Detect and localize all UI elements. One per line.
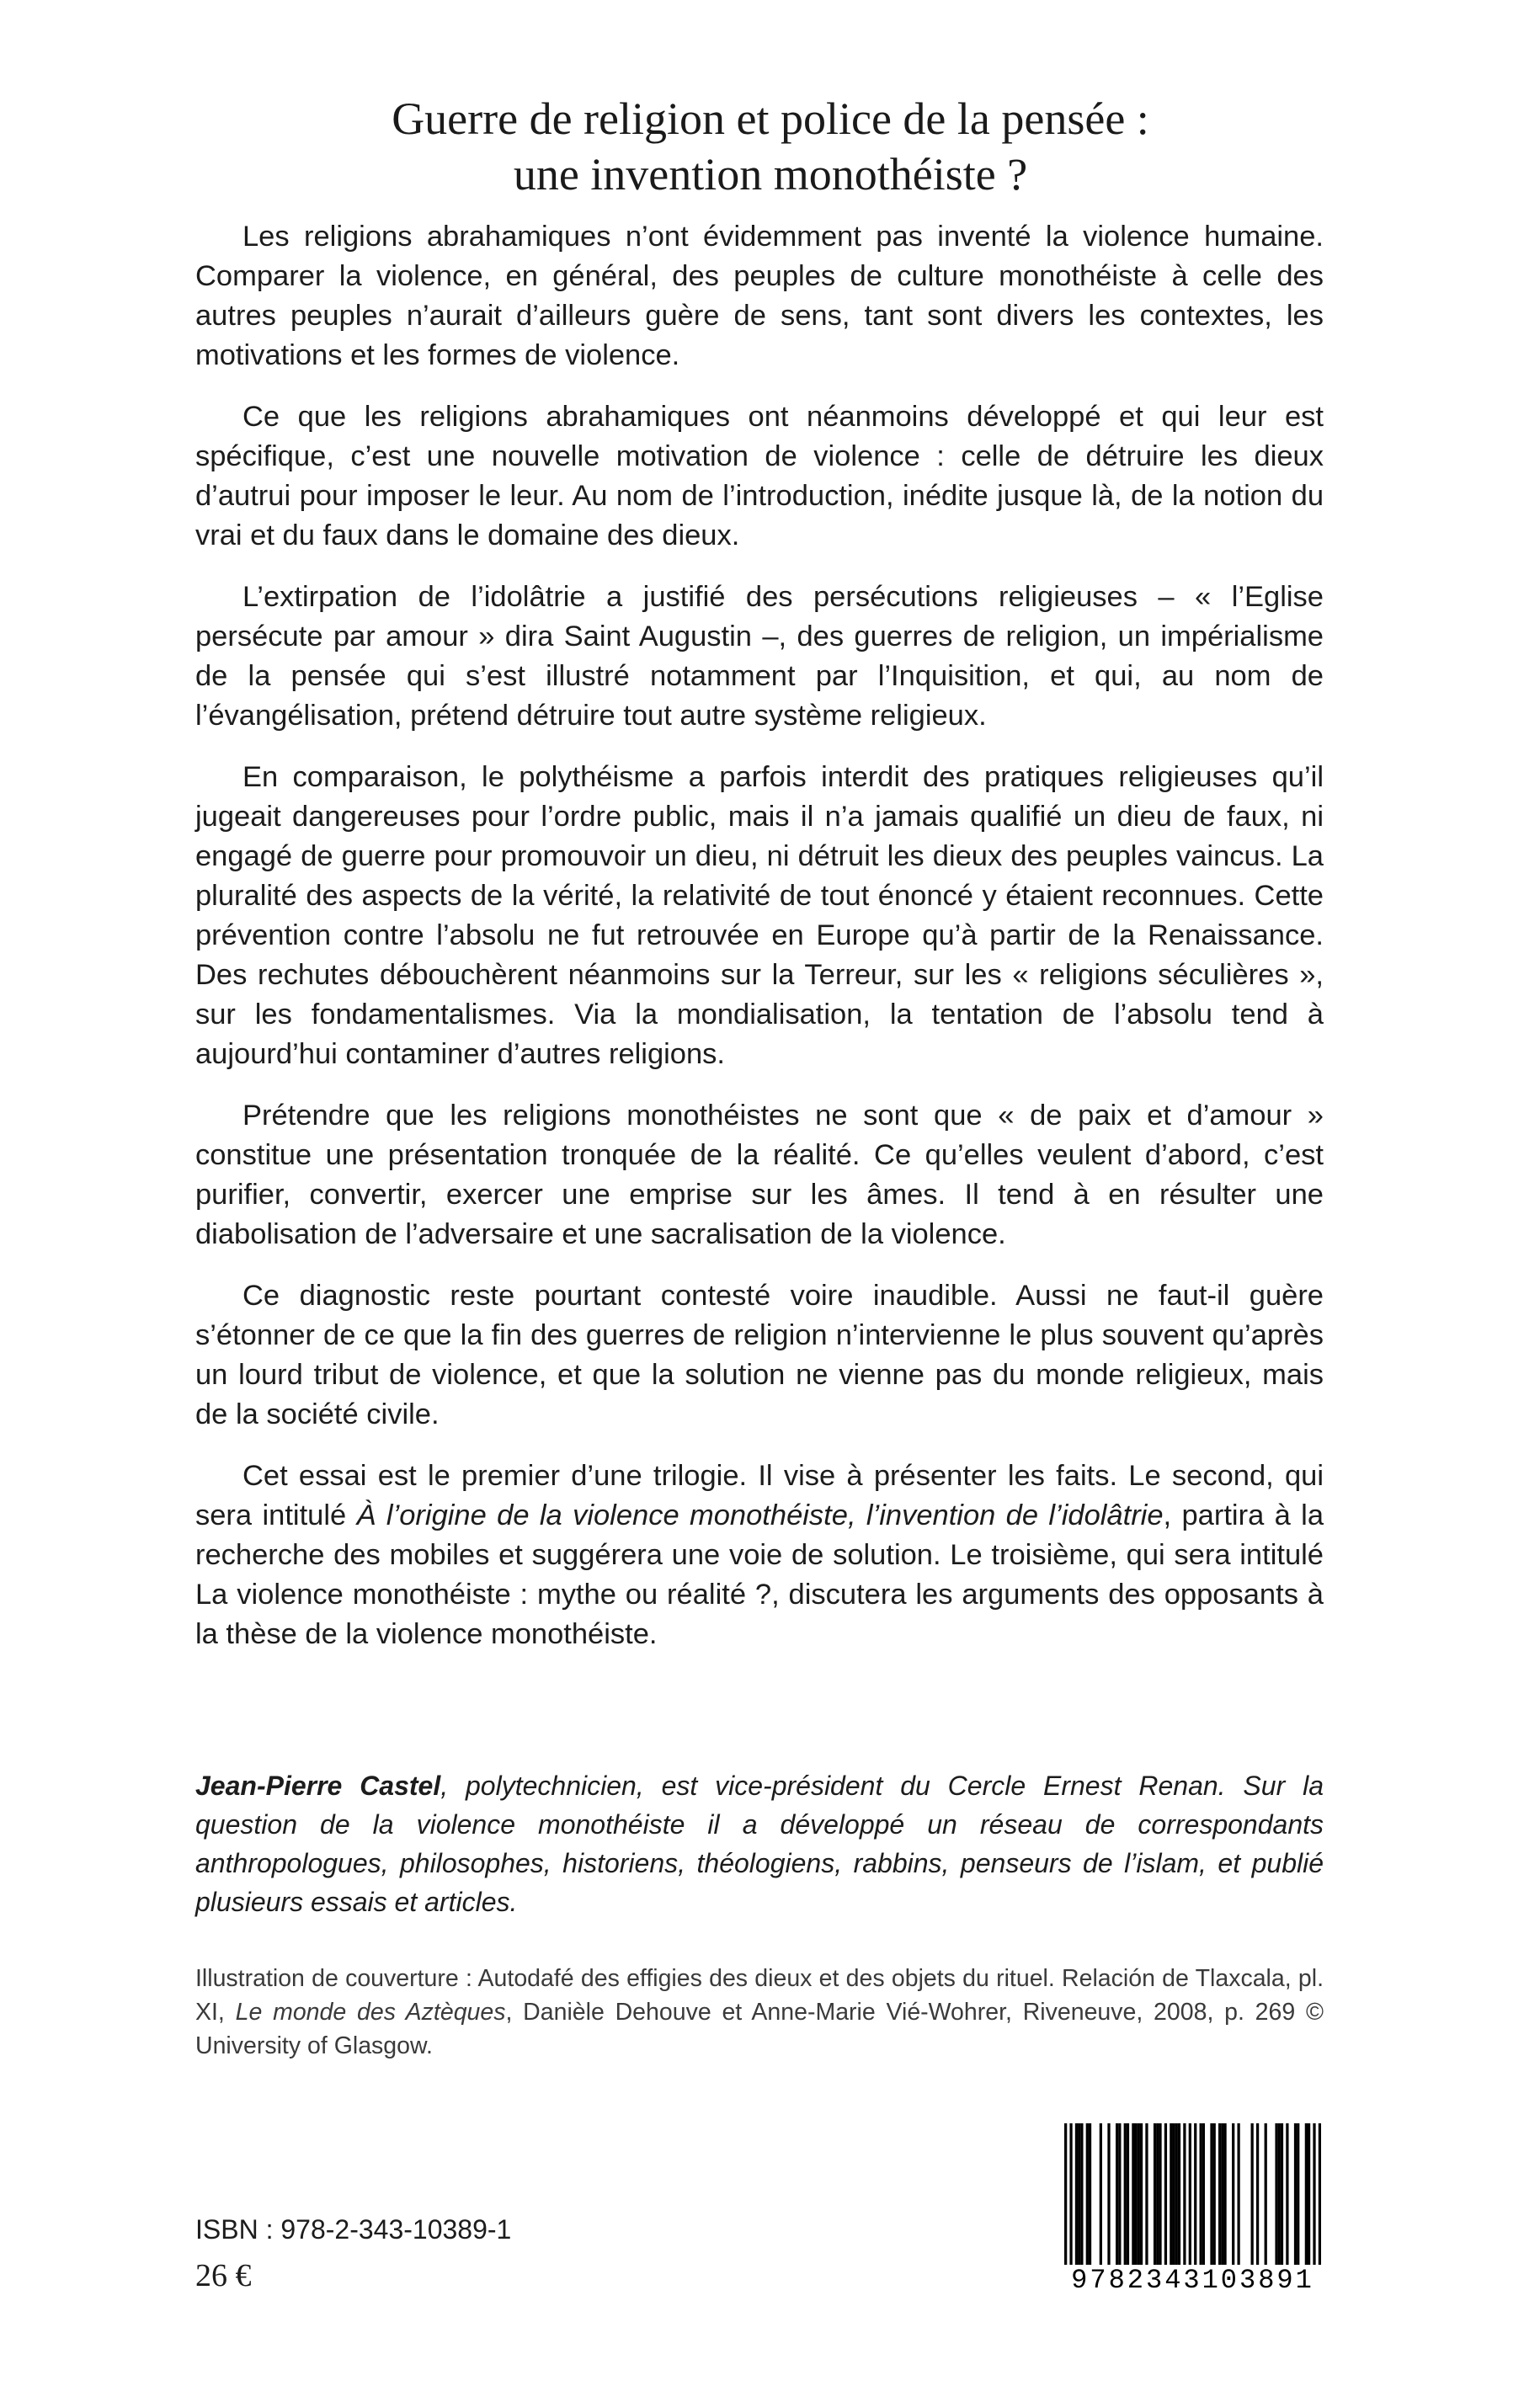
- isbn: ISBN : 978-2-343-10389-1: [195, 2214, 512, 2245]
- barcode-bar: [1075, 2123, 1078, 2265]
- second-volume-title: À l’origine de la violence monothéiste, l’invention de l’idolâtrie: [356, 1499, 1164, 1531]
- author-bio: [195, 1766, 1324, 1921]
- barcode-bar: [1178, 2123, 1180, 2265]
- barcode-bar: [1237, 2123, 1239, 2265]
- blurb-body: [195, 217, 1324, 1676]
- barcode-digits: 9782343103891: [1071, 2265, 1314, 2296]
- barcode-bar: [1297, 2123, 1299, 2265]
- barcode-bar: [1164, 2123, 1167, 2265]
- paragraph: Ce que les religions abrahamiques ont néanmoins développé et qui leur est spécifique, c’est une nouvelle motivation de violence : celle de détruire les dieux d’autrui pour imposer le leur. Au nom de l’introduction, inédite jusque là, de la notion du vrai et du faux dans le domaine des dieux.: [195, 401, 1324, 551]
- barcode-bar: [1281, 2123, 1283, 2265]
- paragraph: Prétendre que les religions monothéistes ne sont que « de paix et d’amour » constitue une présentation tronquée de la réalité. Ce qu’elles veulent d’abord, c’est purifier, convertir, exercer une emprise sur les âmes. Il tend à en résulter une diabolisation de l’adversaire et une sacralisation de la violence.: [195, 1100, 1324, 1250]
- barcode-bar: [1159, 2123, 1161, 2265]
- barcode-bar: [1078, 2123, 1080, 2265]
- barcode-bar: [1213, 2123, 1216, 2265]
- barcode-bar: [1127, 2123, 1129, 2265]
- barcode-bar: [1124, 2123, 1127, 2265]
- barcode-bar: [1145, 2123, 1148, 2265]
- barcode-bar: [1278, 2123, 1281, 2265]
- barcode-bars: [1064, 2123, 1321, 2265]
- paragraph: Ce diagnostic reste pourtant contesté voire inaudible. Aussi ne faut-il guère s’étonner de ce que la fin des guerres de religion n’intervienne le plus souvent qu’après un lourd tribut de violence, et que la solution ne vienne pas du monde religieux, mais de la société civile.: [195, 1280, 1324, 1430]
- page-title: [194, 91, 1347, 202]
- barcode-bar: [1140, 2123, 1143, 2265]
- barcode-bar: [1172, 2123, 1175, 2265]
- barcode: [1064, 2123, 1321, 2296]
- barcode-bar: [1305, 2123, 1308, 2265]
- barcode-bar: [1319, 2123, 1321, 2265]
- barcode-bar: [1210, 2123, 1212, 2265]
- barcode-bar: [1086, 2123, 1089, 2265]
- barcode-bar: [1275, 2123, 1277, 2265]
- barcode-bar: [1200, 2123, 1202, 2265]
- barcode-bar: [1069, 2123, 1072, 2265]
- price: 26 €: [195, 2258, 252, 2293]
- trilogy-text-end: , partira à la recherche des mobiles et suggérera une voie de solution. Le troisième, qui sera intitulé La violence monothéiste : mythe ou réalité ?, discutera les arguments des opposants à la thèse de la violence monothéiste.: [195, 1499, 1324, 1650]
- barcode-bar: [1175, 2123, 1178, 2265]
- barcode-bar: [1132, 2123, 1134, 2265]
- barcode-bar: [1089, 2123, 1091, 2265]
- barcode-bar: [1183, 2123, 1186, 2265]
- barcode-bar: [1107, 2123, 1110, 2265]
- barcode-bar: [1286, 2123, 1288, 2265]
- barcode-bar: [1308, 2123, 1310, 2265]
- barcode-bar: [1118, 2123, 1121, 2265]
- author-name: Jean-Pierre Castel: [195, 1771, 441, 1801]
- barcode-bar: [1154, 2123, 1156, 2265]
- title-line-1: Guerre de religion et police de la pensée :: [392, 93, 1149, 144]
- barcode-bar: [1251, 2123, 1254, 2265]
- barcode-bar: [1256, 2123, 1259, 2265]
- barcode-bar: [1265, 2123, 1267, 2265]
- paragraph: L’extirpation de l’idolâtrie a justifié des persécutions religieuses – « l’Eglise persécute par amour » dira Saint Augustin –, des guerres de religion, un impérialisme de la pensée qui s’est illustré notamment par l’Inquisition, et qui, au nom de l’évangélisation, prétend détruire tout autre système religieux.: [195, 581, 1324, 732]
- barcode-bar: [1218, 2123, 1221, 2265]
- paragraph: Les religions abrahamiques n’ont évidemment pas inventé la violence humaine. Comparer la violence, en général, des peuples de culture monothéiste à celle des autres peuples n’aurait d’ailleurs guère de sens, tant sont divers les contextes, les motivations et les formes de violence.: [195, 221, 1324, 371]
- barcode-bar: [1194, 2123, 1196, 2265]
- credit-text-end: , Danièle Dehouve et Anne-Marie Vié-Wohrer, Riveneuve, 2008, p. 269 © University of Glasgow.: [195, 1999, 1324, 2059]
- barcode-bar: [1313, 2123, 1315, 2265]
- barcode-bar: [1138, 2123, 1140, 2265]
- barcode-bar: [1223, 2123, 1226, 2265]
- barcode-bar: [1156, 2123, 1159, 2265]
- barcode-bar: [1232, 2123, 1234, 2265]
- author-bio-text: , polytechnicien, est vice-président du Cercle Ernest Renan. Sur la question de la violence monothéiste il a développé un réseau de correspondants anthropologues, philosophes, historiens, théologiens, rabbins, penseurs de l’islam, et publié plusieurs essais et articles.: [195, 1771, 1324, 1917]
- barcode-bar: [1294, 2123, 1297, 2265]
- barcode-bar: [1064, 2123, 1067, 2265]
- title-line-2: une invention monothéiste ?: [513, 149, 1028, 200]
- barcode-bar: [1170, 2123, 1172, 2265]
- barcode-bar: [1189, 2123, 1191, 2265]
- trilogy-text-start: Cet essai est le premier d’une trilogie. Il vise à présenter les faits. Le second, qui sera intitulé: [195, 1460, 1324, 1531]
- barcode-bar: [1202, 2123, 1205, 2265]
- illustration-credit: [195, 1962, 1324, 2063]
- barcode-bar: [1221, 2123, 1223, 2265]
- barcode-bar: [1134, 2123, 1137, 2265]
- barcode-bar: [1080, 2123, 1083, 2265]
- paragraph: En comparaison, le polythéisme a parfois interdit des pratiques religieuses qu’il jugeait dangereuses pour l’ordre public, mais il n’a jamais qualifié un dieu de faux, ni engagé de guerre pour promouvoir un dieu, ni détruit les dieux des peuples vaincus. La pluralité des aspects de la vérité, la relativité de tout énoncé y étaient reconnues. Cette prévention contre l’absolu ne fut retrouvée en Europe qu’à partir de la Renaissance. Des rechutes débouchèrent néanmoins sur la Terreur, sur les « religions séculières », sur les fondamentalismes. Via la mondialisation, la tentation de l’absolu tend à aujourd’hui contaminer d’autres religions.: [195, 761, 1324, 1070]
- trilogy-paragraph: [195, 1457, 1324, 1654]
- credit-text-start: Illustration de couverture : Autodafé des effigies des dieux et des objets du rituel. Relación de Tlaxcala, pl. XI,: [195, 1965, 1324, 2026]
- barcode-bar: [1100, 2123, 1102, 2265]
- credit-book-title: Le monde des Aztèques: [235, 1999, 506, 2026]
- barcode-bar: [1116, 2123, 1118, 2265]
